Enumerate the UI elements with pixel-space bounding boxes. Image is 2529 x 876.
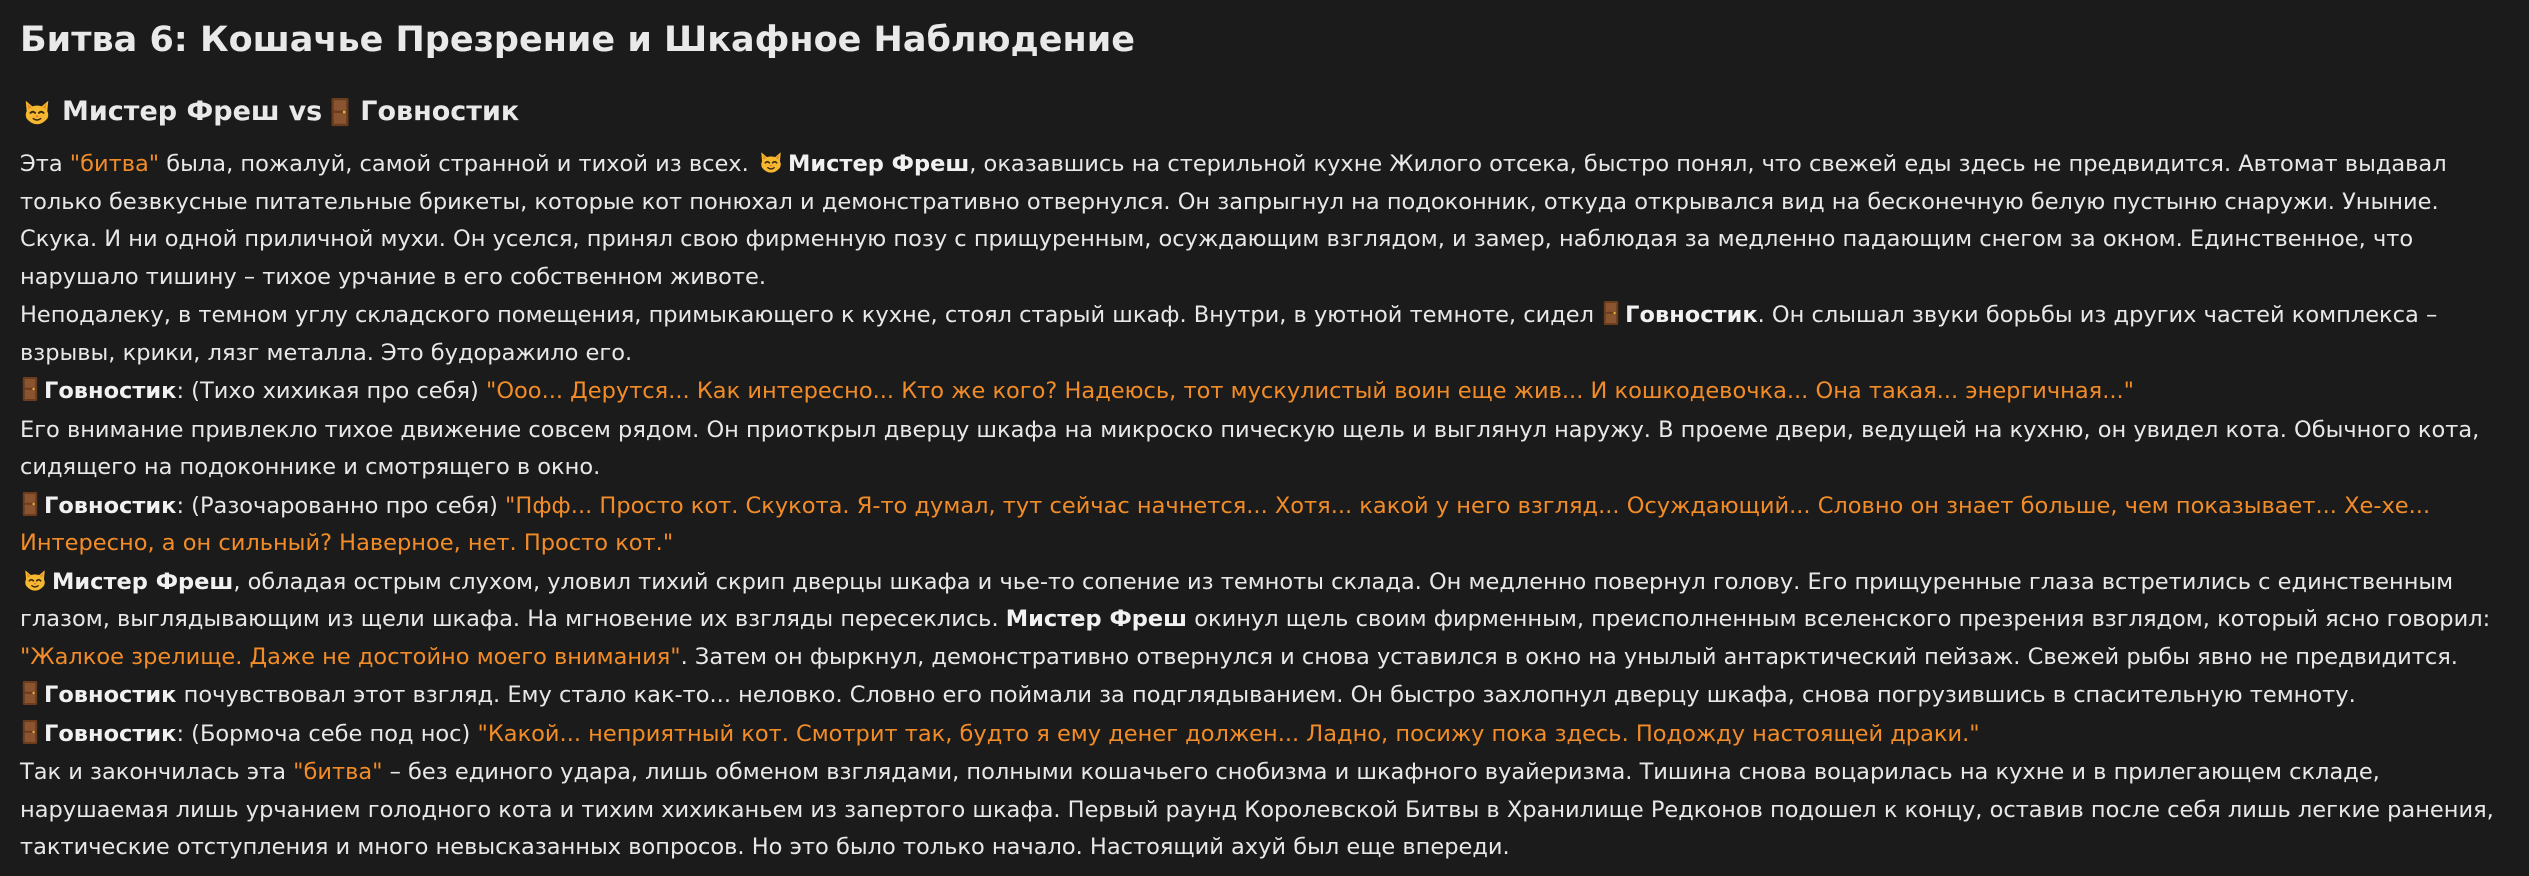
paragraph-3 bbox=[20, 373, 2515, 411]
text: Эта bbox=[20, 151, 70, 177]
text: : (Разочарованно про себя) bbox=[176, 492, 506, 519]
door-icon bbox=[22, 491, 38, 517]
quote: "Ооо... Дерутся... Как интересно... Кто же кого? Надеюсь, тот мускулистый воин еще жив... И кошкодевочка... Она такая... энергичная..." bbox=[485, 378, 2135, 404]
character-name: Говностик bbox=[1625, 302, 1758, 328]
quote: "Пфф... Просто кот. Скукота. Я-то думал, тут сейчас начнется... Хотя... какой у него взгляд... Осуждающий... Словно он знает больше, чем показывает... Хе-хе... Интересно, а он сильный? Наверное, нет. Просто кот." bbox=[20, 492, 2431, 556]
character-name: Говностик bbox=[44, 720, 177, 747]
text: почувствовал этот взгляд. Ему стало как-то... неловко. Словно его поймали за подглядыванием. Он быстро захлопнул дверцу шкафа, снова погрузившись в спасительную темноту. bbox=[176, 682, 2356, 708]
door-icon bbox=[22, 376, 38, 402]
matchup-heading bbox=[22, 90, 2515, 134]
vs-label: vs bbox=[288, 96, 323, 127]
text: Неподалеку, в темном углу складского помещения, примыкающего к кухне, стоял старый шкаф. Внутри, в уютной темноте, сидел bbox=[20, 302, 1602, 328]
text: Его внимание привлекло тихое движение совсем рядом. Он приоткрыл дверцу шкафа на микроско пическую щель и выглянул наружу. В проеме двери, ведущей на кухню, он увидел кота. Обычного кота, сидящего на подоконнике и смотрящего в окно. bbox=[20, 416, 2480, 480]
fighter2-name: Говностик bbox=[360, 96, 520, 127]
text: , обладая острым слухом, уловил тихий скрип дверцы шкафа и чье-то сопение из темноты склада. Он медленно повернул голову. Его прищуренные глаза встретились с единственным глазом, выглядывающим из щели шкафа. На мгновение их взгляды пересеклись. bbox=[20, 568, 2454, 632]
character-name: Говностик bbox=[44, 378, 177, 404]
quote: "Какой... неприятный кот. Смотрит так, будто я ему денег должен... Ладно, посижу пока здесь. Подожду настоящей драки." bbox=[477, 720, 1980, 747]
character-name: Говностик bbox=[44, 682, 177, 708]
character-name: Мистер Фреш bbox=[52, 568, 234, 595]
text: окинул щель своим фирменным, преисполненным вселенского презрения взглядом, который ясно говорил: bbox=[1187, 606, 2491, 632]
character-name: Мистер Фреш bbox=[787, 151, 970, 177]
paragraph-8 bbox=[20, 716, 2515, 754]
paragraph-4 bbox=[20, 412, 2515, 487]
door-icon bbox=[22, 680, 38, 706]
text: – без единого удара, лишь обменом взглядами, полными кошачьего снобизма и шкафного вуайеризма. Тишина снова воцарилась на кухне и в прилегающем складе, нарушаемая лишь урчанием голодного кота и тихим хихиканьем из запертого шкафа. Первый раунд Королевской Битвы в Хранилище Редконов подошел к концу, оставив после себя лишь легкие ранения, тактические отступления и много невысказанных вопросов. Но это было только начало. Настоящий ахуй был еще впереди. bbox=[20, 759, 2494, 860]
page-title: Битва 6: Кошачье Презрение и Шкафное Наблюдение bbox=[20, 20, 1135, 60]
quote: "битва" bbox=[69, 151, 160, 177]
quote: "Жалкое зрелище. Даже не достойно моего внимания" bbox=[20, 643, 681, 670]
cat-face-icon bbox=[758, 149, 784, 175]
text: : (Тихо хихикая про себя) bbox=[176, 378, 486, 404]
quote: "битва" bbox=[293, 759, 383, 785]
door-icon bbox=[22, 719, 38, 745]
text: , оказавшись на стерильной кухне Жилого отсека, быстро понял, что свежей еды здесь не предвидится. Автомат выдавал только безвкусные питательные брикеты, которые кот понюхал и демонстративно отвернулся. Он запрыгнул на подоконник, откуда открывался вид на бесконечную белую пустыню снаружи. Уныние. Скука. И ни одной приличной мухи. Он уселся, принял свою фирменную позу с прищуренным, осуждающим взглядом, и замер, наблюдая за медленно падающим снегом за окном. Единственное, что нарушало тишину – тихое урчание в его собственном животе. bbox=[20, 151, 2447, 290]
text: была, пожалуй, самой странной и тихой из всех. bbox=[159, 151, 756, 177]
door-icon bbox=[1603, 300, 1619, 326]
paragraph-5 bbox=[20, 488, 2515, 563]
text: . Он слышал звуки борьбы из других частей комплекса – взрывы, крики, лязг металла. Это будоражило его. bbox=[20, 302, 2438, 366]
cat-face-icon bbox=[22, 97, 52, 127]
paragraph-2 bbox=[20, 297, 2515, 372]
text: : (Бормоча себе под нос) bbox=[176, 720, 478, 747]
paragraph-1 bbox=[20, 146, 2515, 296]
character-name: Говностик bbox=[44, 492, 177, 519]
character-name: Мистер Фреш bbox=[1005, 606, 1188, 632]
text: Так и закончилась эта bbox=[20, 759, 294, 785]
paragraph-6 bbox=[20, 564, 2515, 677]
paragraph-9 bbox=[20, 754, 2515, 867]
door-icon bbox=[330, 97, 350, 127]
text: . Затем он фыркнул, демонстративно отвернулся и снова уставился в окно на унылый антарктический пейзаж. Свежей рыбы явно не предвидится. bbox=[680, 643, 2458, 670]
cat-face-icon bbox=[22, 567, 48, 593]
paragraph-7 bbox=[20, 677, 2515, 715]
fighter1-name: Мистер Фреш bbox=[62, 96, 280, 127]
